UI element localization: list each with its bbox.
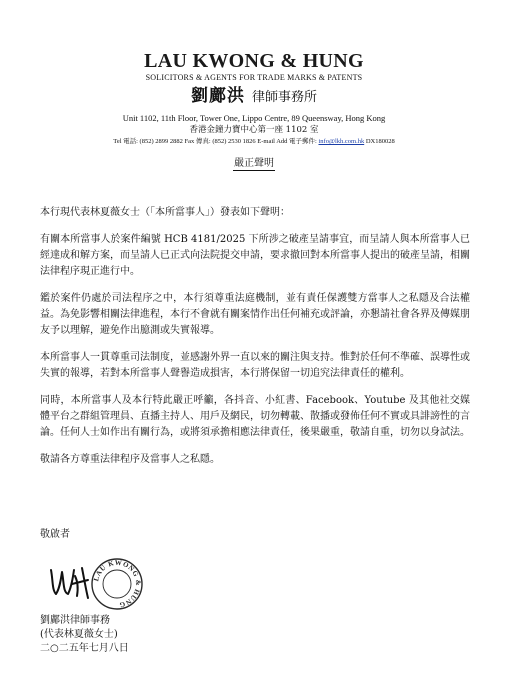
statement-title-text: 嚴正聲明 [234,158,274,169]
firm-name-chinese-text: 劉鄺洪 [191,86,246,106]
paragraph-rights: 本所當事人一貫尊重司法制度，並感謝外界一直以來的關注與支持。惟對於任何不準確、誤導性或失實的報導，若對本所當事人聲譽造成損害，本行將保留一切追究法律責任的權利。 [40,352,470,379]
office-label: 律師事務所 [251,90,317,105]
contact-phone-fax: Tel 電話: (852) 2899 2882 Fax 傳真: (852) 2530 1826 E-mail Add 電子郵件: [113,138,317,145]
salutation: 敬啟者 [40,529,70,540]
contact-line [0,137,508,146]
paragraph-closing: 敬請各方尊重法律程序及當事人之私隱。 [40,454,220,465]
address-english: Unit 1102, 11th Floor, Tower One, Lippo Centre, 89 Queensway, Hong Kong [122,113,386,123]
firm-subtitle: SOLICITORS & AGENTS FOR TRADE MARKS & PATENTS [145,73,363,82]
firm-name-chinese [0,85,508,109]
email-link[interactable]: info@lkh.com.hk [318,138,365,145]
statement-date: 二○二五年七月八日 [40,643,129,654]
address-chinese: 香港金鐘力寶中心第一座 1102 室 [189,125,319,135]
paragraph-case: 有關本所當事人於案件編號 HCB 4181/2025 下所涉之破產呈請事宜，而呈請人與本所當事人已經達成和解方案，而呈請人已正式向法院提交申請，要求撤回對本所當事人提出的破產呈請，相關法律程序現正進行中。 [40,234,470,277]
paragraph-intro: 本行現代表林夏薇女士（「本所當事人」）發表如下聲明： [40,207,290,218]
letterhead [0,50,508,146]
paragraph-appeal: 同時，本所當事人及本行特此嚴正呼籲，各抖音、小紅書、Facebook、Youtube 及其他社交媒體平台之群組管理員、直播主持人、用戶及網民，切勿轉載、散播或發佈任何不實或具誹謗性的言論。任何人士如作出有關行為，或將須承擔相應法律責任，後果嚴重，敬請自重，切勿以身試法。 [40,395,470,438]
statement-title [0,158,508,170]
handwritten-signature [48,564,94,602]
seal-text: LAU KWONG & HUNG [92,558,143,609]
firm-seal [90,557,144,611]
statement-body [40,205,470,479]
dx-number: DX180028 [365,138,395,145]
signatory-name: 劉鄺洪律師事務 [40,615,110,626]
firm-name-english: LAU KWONG & HUNG [144,50,364,72]
on-behalf-note: (代表林夏薇女士) [40,629,118,640]
paragraph-privacy: 鑑於案件仍處於司法程序之中，本行須尊重法庭機制，並有責任保護雙方當事人之私隱及合法權益。為免影響相關法律進程，本行不會就有關案情作出任何補充或評論，亦懇請社會各界及傳媒朋友予以理解，避免作出臆測或失實報導。 [40,293,470,336]
